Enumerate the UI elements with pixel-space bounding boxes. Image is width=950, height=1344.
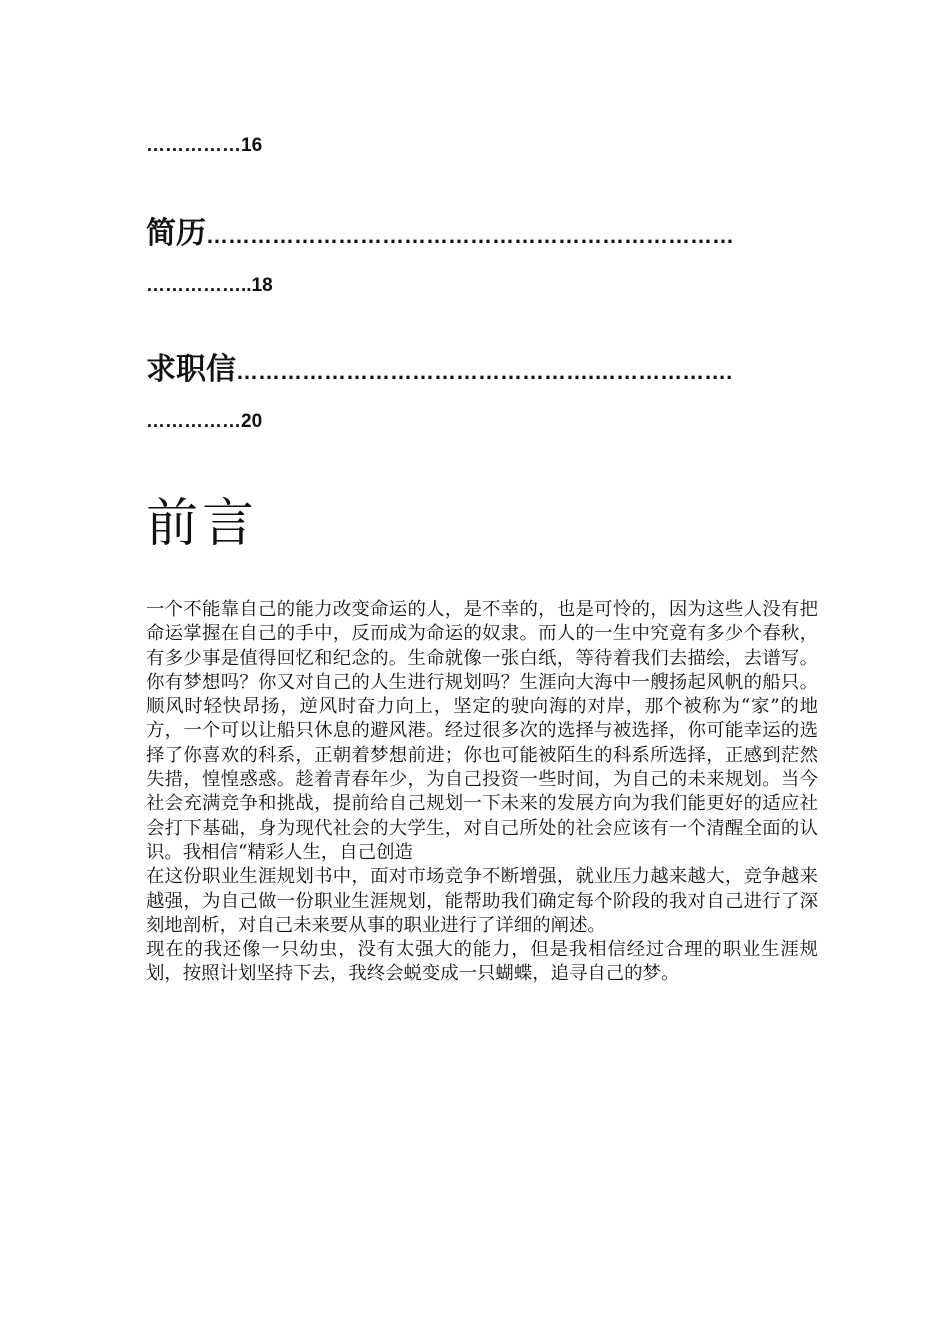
toc-continuation-line: ……………16: [146, 135, 263, 156]
preface-paragraph: 在这份职业生涯规划书中，面对市场竞争不断增强，就业压力越来越大，竞争越来越强，为自己做一份职业生涯规划，能帮助我们确定每个阶段的我对自己进行了深刻地剖析，对自己未来要从事的职业进行了详细的阐述。: [146, 866, 818, 936]
toc-entry-line: [146, 348, 816, 394]
toc-leader-dots-tail: …………………: [580, 223, 734, 248]
toc-entry-cover-letter[interactable]: [146, 348, 816, 434]
toc-entry-page-line: ……………..18: [146, 275, 273, 296]
preface-paragraph: 一个不能靠自己的能力改变命运的人，是不幸的，也是可怜的，因为这些人没有把命运掌握在自己的手中，反而成为命运的奴隶。而人的一生中究竟有多少个春秋，有多少事是值得回忆和纪念的。生命就像一张白纸，等待着我们去描绘，去谱写。你有梦想吗？你又对自己的人生进行规划吗？生涯向大海中一艘扬起风帆的船只。顺风时轻快昂扬，逆风时奋力向上，坚定的驶向海的对岸，那个被称为“家”的地方，一个可以让船只休息的避风港。经过很多次的选择与被选择，你可能幸运的选择了你喜欢的科系，正朝着梦想前进；你也可能被陌生的科系所选择，正感到茫然失措，惶惶惑惑。趁着青春年少，为自己投资一些时间，为自己的未来规划。当今社会充满竞争和挑战，提前给自己规划一下未来的发展方向为我们能更好的适应社会打下基础，身为现代社会的大学生，对自己所处的社会应该有一个清醒全面的认识。我相信“精彩人生，自己创造: [146, 599, 818, 863]
toc-leader-dots: ………………………………………….: [236, 359, 595, 384]
toc-entry-page-line: ……………20: [146, 411, 263, 432]
toc-entry-title: 求职信: [146, 352, 236, 387]
preface-body: [146, 598, 818, 987]
toc-entry-resume[interactable]: [146, 212, 816, 298]
preface-paragraph: 现在的我还像一只幼虫，没有太强大的能力，但是我相信经过合理的职业生涯规划，按照计划坚持下去，我终会蜕变成一只蝴蝶，追寻自己的梦。: [146, 939, 818, 985]
preface-heading: 前言: [146, 494, 259, 554]
toc-leader-dots: ……………………………………………: [206, 223, 580, 248]
toc-entry-line: [146, 212, 816, 258]
toc-leader-dots-tail: ……………….: [594, 359, 733, 384]
toc-entry-title: 简历: [146, 216, 206, 251]
